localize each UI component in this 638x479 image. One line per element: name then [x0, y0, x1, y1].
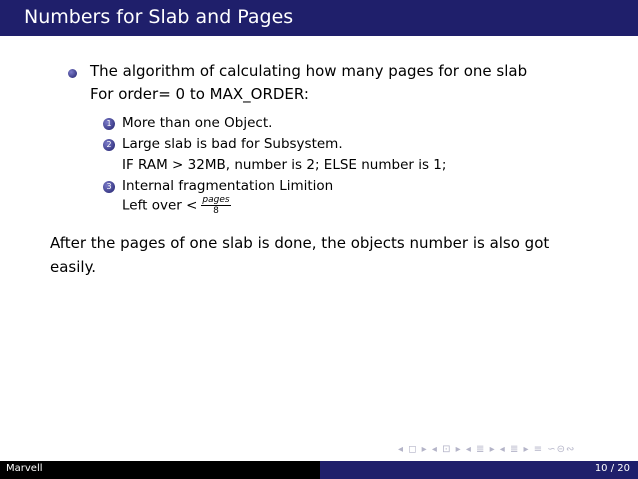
bullet-icon	[68, 69, 77, 78]
sub1-text: More than one Object.	[122, 115, 273, 131]
sub3-line1: Internal fragmentation Limition	[122, 178, 334, 194]
fraction	[201, 195, 230, 216]
para-line1: After the pages of one slab is done, the objects number is also got	[50, 234, 550, 252]
item1-line2: For order= 0 to MAX_ORDER:	[90, 85, 309, 103]
para-line2: easily.	[50, 258, 97, 276]
leftover-label: Left over <	[122, 197, 198, 214]
enum-2-icon: 2	[103, 139, 115, 151]
item1-line1: The algorithm of calculating how many pages for one slab	[90, 62, 528, 80]
footer-page-number: 10 / 20	[594, 463, 630, 474]
sub3-line2	[122, 195, 231, 216]
slide-title: Numbers for Slab and Pages	[24, 6, 294, 28]
footer-author: Marvell	[6, 463, 43, 474]
beamer-nav-icons[interactable]: ◂ ◻ ▸ ◂ ⊡ ▸ ◂ ≣ ▸ ◂ ≣ ▸ ≡ ∽⊝∾	[398, 444, 576, 455]
footer-page-bar	[320, 461, 638, 479]
fraction-denominator: 8	[213, 206, 219, 216]
footer-author-bar	[0, 461, 320, 479]
fraction-numerator: pages	[202, 195, 230, 205]
enum-1-icon: 1	[103, 118, 115, 130]
sub2-line1: Large slab is bad for Subsystem.	[122, 136, 343, 152]
enum-3-icon: 3	[103, 181, 115, 193]
sub2-line2: IF RAM > 32MB, number is 2; ELSE number is 1;	[122, 157, 447, 173]
